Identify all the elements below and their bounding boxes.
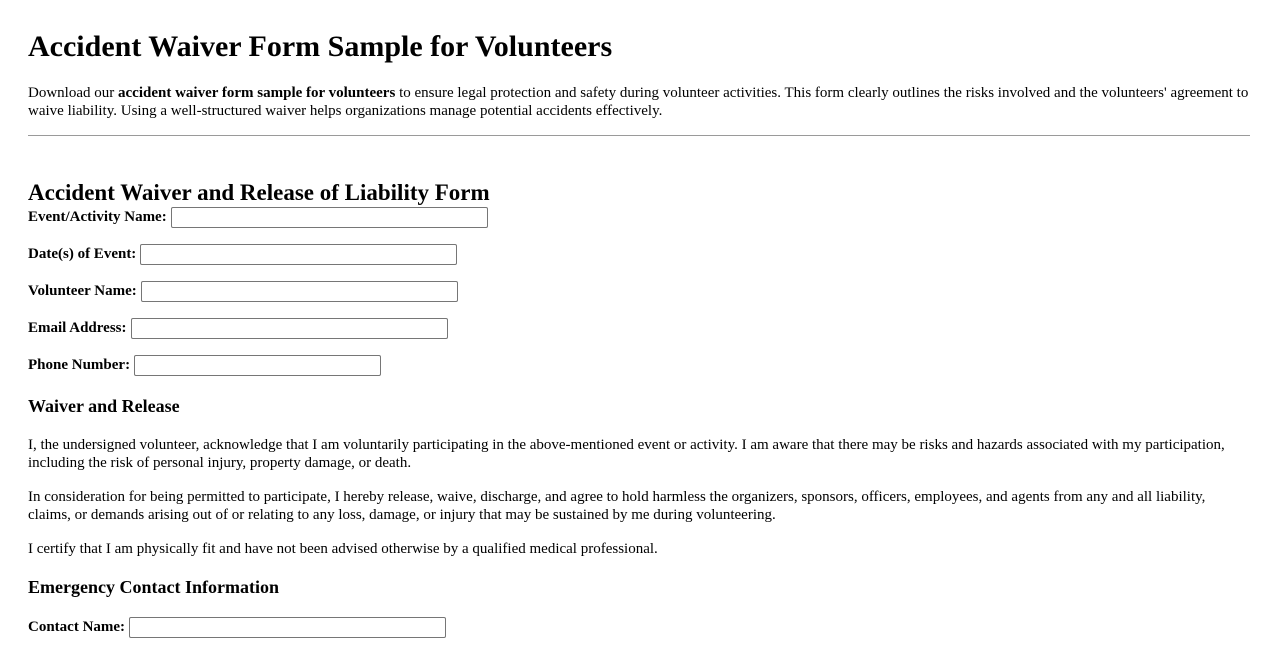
waiver-paragraph-2: In consideration for being permitted to participate, I hereby release, waive, discharge, and agree to hold harmless the organizers, sponsors, officers, employees, and agents from any and all liability, claims, or demands arising out of or relating to any loss, damage, or injury that may be sustained by me during volunteering.: [28, 489, 1206, 523]
form-title: Accident Waiver and Release of Liability Form: [28, 180, 490, 205]
waiver-paragraph-1: I, the undersigned volunteer, acknowledge that I am voluntarily participating in the above-mentioned event or activity. I am aware that there may be risks and hazards associated with my participation, including the risk of personal injury, property damage, or death.: [28, 437, 1225, 471]
event-activity-name-input[interactable]: [171, 207, 488, 228]
page-title: Accident Waiver Form Sample for Volunteers: [28, 30, 613, 63]
email-address-input[interactable]: [131, 318, 448, 339]
email-address-label: Email Address:: [28, 319, 127, 336]
waiver-heading: Waiver and Release: [28, 396, 180, 416]
field-dates-of-event: [28, 243, 457, 265]
intro-paragraph: [28, 84, 1250, 120]
field-phone-number: [28, 354, 381, 376]
phone-number-input[interactable]: [134, 355, 381, 376]
waiver-paragraph-3: I certify that I am physically fit and have not been advised otherwise by a qualified medical professional.: [28, 541, 658, 557]
contact-name-label: Contact Name:: [28, 618, 126, 635]
dates-of-event-input[interactable]: [140, 244, 457, 265]
intro-text-before: Download our: [28, 85, 118, 101]
phone-number-label: Phone Number:: [28, 356, 131, 373]
event-activity-name-label: Event/Activity Name:: [28, 208, 167, 225]
volunteer-name-input[interactable]: [141, 281, 458, 302]
dates-of-event-label: Date(s) of Event:: [28, 245, 137, 262]
volunteer-name-label: Volunteer Name:: [28, 282, 137, 299]
contact-name-input[interactable]: [129, 617, 446, 638]
page: [0, 0, 1278, 136]
field-volunteer-name: [28, 280, 458, 302]
divider: [28, 135, 1250, 136]
field-event-activity-name: [28, 206, 488, 228]
field-contact-name: [28, 616, 446, 638]
intro-text-bold: accident waiver form sample for volunteers: [118, 85, 396, 101]
emergency-contact-heading: Emergency Contact Information: [28, 577, 279, 597]
field-email-address: [28, 317, 448, 339]
intro-text-after: to ensure legal protection and safety during volunteer activities. This form clearly outlines the risks involved and the volunteers' agreement to waive liability. Using a well-structured waiver helps organizations manage potential accidents effectively.: [28, 85, 1249, 119]
